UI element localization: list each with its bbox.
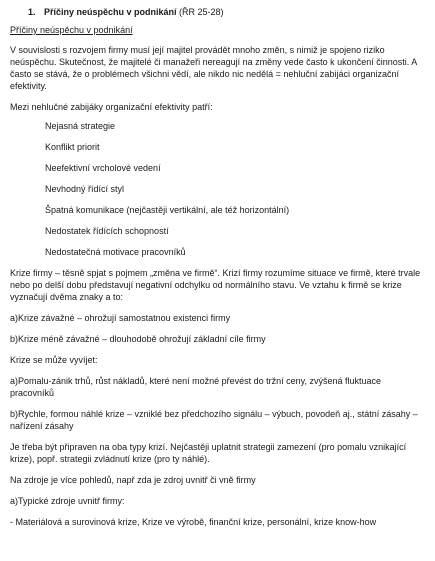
sources-list: - Materiálová a surovinová krize, Krize ve výrobě, finanční krize, personální, krize know-how xyxy=(10,517,377,527)
factors-list xyxy=(10,120,427,267)
crisis-definition: Krize firmy – těsně spjat s pojmem „změna ve firmě“. Krizí firmy rozumíme situace ve firmě, které trvale nebo po delší dobu představují negativní odchylku od normálního stavu. Ve vztahu k firmě se krize vyznačují dvěma znaky a to: xyxy=(10,268,421,302)
list-item: Nedostatek řídících schopností xyxy=(45,226,169,236)
heading-title: Příčiny neúspěchu v podnikání xyxy=(44,7,177,17)
develop-a: a)Pomalu-zánik trhů, růst nákladů, které není možné převést do tržní ceny, zvýšená fluktuace pracovníků xyxy=(10,376,382,398)
develop-intro: Krize se může vyvíjet: xyxy=(10,355,98,365)
section-heading xyxy=(28,6,427,18)
sources-a: a)Typické zdroje uvnitř firmy: xyxy=(10,496,125,506)
list-item: Nejasná strategie xyxy=(45,121,116,131)
list-item: Neefektivní vrcholové vedení xyxy=(45,163,161,173)
sources-intro: Na zdroje je více pohledů, např zda je zdroj uvnitř či vně firmy xyxy=(10,475,256,485)
factors-intro: Mezi nehlučné zabijáky organizační efektivity patří: xyxy=(10,102,213,112)
develop-b: b)Rychle, formou náhlé krize – vzniklé bez předchozího signálu – výbuch, povodeň aj., státní zásahy – nařízení zásahy xyxy=(10,409,418,431)
heading-number: 1. xyxy=(28,7,36,17)
subheading: Příčiny neúspěchu v podnikání xyxy=(10,25,133,35)
heading-reference: (ŘR 25-28) xyxy=(179,7,224,17)
intro-paragraph: V souvislosti s rozvojem firmy musí její majitel provádět mnoho změn, s nimiž je spojeno riziko neúspěchu. Skutečnost, že majitelé či manažeři nereagují na změny vede často k ukončení činnosti. A často se stává, že o problémech všichni vědí, ale nikdo nic nedělá = nehluční zabijáci organizační efektivity. xyxy=(10,45,417,91)
list-item: Nedostatečná motivace pracovníků xyxy=(45,247,186,257)
crisis-type-b: b)Krize méně závažné – dlouhodobě ohrožují základní cíle firmy xyxy=(10,334,266,344)
crisis-type-a: a)Krize závažné – ohrožují samostatnou existenci firmy xyxy=(10,313,231,323)
list-item: Konflikt priorit xyxy=(45,142,100,152)
prepare-paragraph: Je třeba být připraven na oba typy krizí. Nejčastěji uplatnit strategii zamezení (pro pomalu vznikající krize), popř. strategii zvládnutí krize (pro ty náhlé). xyxy=(10,442,407,464)
list-item: Špatná komunikace (nejčastěji vertikální, ale též horizontální) xyxy=(45,205,290,215)
list-item: Nevhodný řídící styl xyxy=(45,184,125,194)
